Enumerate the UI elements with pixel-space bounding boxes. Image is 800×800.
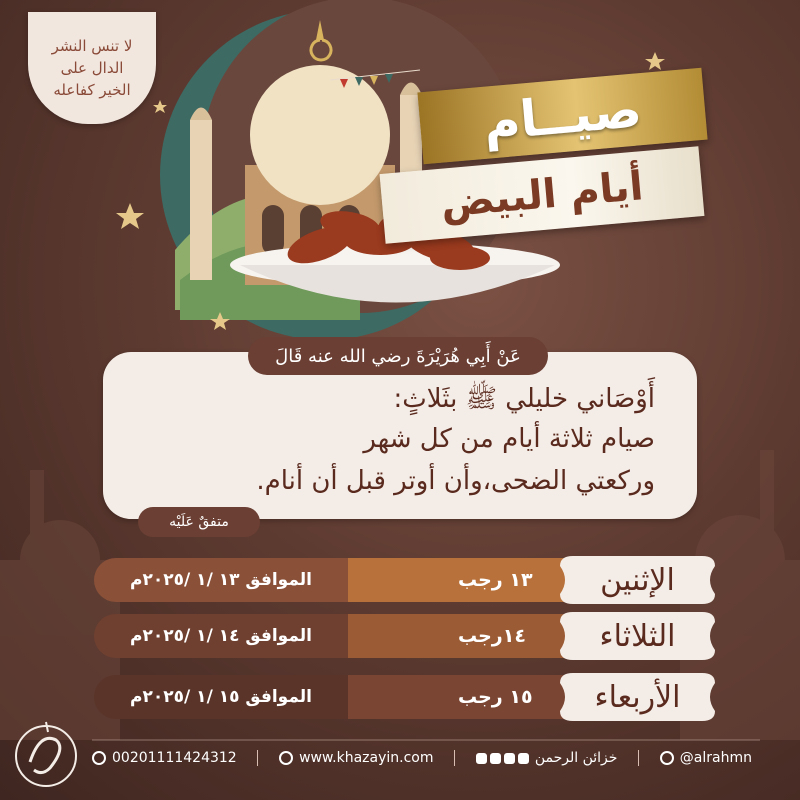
hadith-card	[103, 352, 697, 519]
hadith-line-1: أَوْصَاني خليلي ﷺ بثَلاثٍ:	[393, 384, 655, 414]
gregorian-date: الموافق ١٥ /١ /٢٠٢٥م	[130, 687, 312, 707]
facebook-icon	[476, 753, 487, 764]
reminder-line-1: لا تنس النشر	[51, 37, 133, 55]
gregorian-date: الموافق ١٤ /١ /٢٠٢٥م	[130, 626, 312, 646]
narrator-label	[248, 337, 548, 375]
subtitle: أيام البيض	[438, 163, 646, 227]
hadith-source: متفقٌ عَلَيْه	[169, 514, 229, 530]
website-url: www.khazayin.com	[299, 750, 434, 766]
globe-icon	[279, 751, 293, 765]
phone-number: 00201111424312	[112, 750, 237, 766]
hijri-date: ١٣ رجب	[458, 569, 533, 591]
day-name: الأربعاء	[594, 679, 681, 715]
day-label-tuesday	[555, 608, 720, 664]
footer-divider	[638, 750, 639, 766]
gregorian-cell	[94, 558, 348, 602]
brand-name: خزائن الرحمن	[534, 750, 618, 766]
whatsapp-icon	[92, 751, 106, 765]
main-title: صيــام	[481, 80, 644, 152]
day-label-wednesday	[555, 669, 720, 725]
instagram-icon	[490, 753, 501, 764]
website-link[interactable]	[279, 750, 433, 766]
hadith-line-2: صيام ثلاثة أيام من كل شهر	[363, 424, 655, 454]
twitter-icon	[518, 753, 529, 764]
day-label-monday	[555, 552, 720, 608]
footer-bar	[92, 734, 752, 782]
narrator-text: عَنْ أَبِي هُرَيْرَةَ رضي الله عنه قَالَ	[275, 345, 521, 367]
brand-logo	[10, 712, 82, 792]
youtube-icon	[504, 753, 515, 764]
social-brand[interactable]	[476, 750, 618, 766]
hijri-date: ١٥ رجب	[458, 686, 533, 708]
gregorian-cell	[94, 675, 348, 719]
social-icons	[476, 753, 529, 764]
reminder-line-2: الدال على	[60, 59, 124, 77]
gregorian-cell	[94, 614, 348, 658]
phone-contact[interactable]	[92, 750, 237, 766]
share-reminder-badge	[28, 12, 156, 124]
gregorian-date: الموافق ١٣ /١ /٢٠٢٥م	[130, 570, 312, 590]
hadith-line-3: وركعتي الضحى،وأن أوتر قبل أن أنام.	[256, 466, 655, 496]
footer-divider	[257, 750, 258, 766]
hadith-source-badge	[138, 507, 260, 537]
reminder-line-3: الخير كفاعله	[53, 81, 131, 99]
handle-text: @alrahmn	[679, 750, 752, 766]
day-name: الإثنين	[600, 562, 675, 598]
day-name: الثلاثاء	[599, 618, 676, 654]
footer-divider	[454, 750, 455, 766]
telegram-icon	[660, 751, 674, 765]
telegram-handle[interactable]	[660, 750, 752, 766]
hijri-date: ١٤رجب	[458, 625, 526, 647]
